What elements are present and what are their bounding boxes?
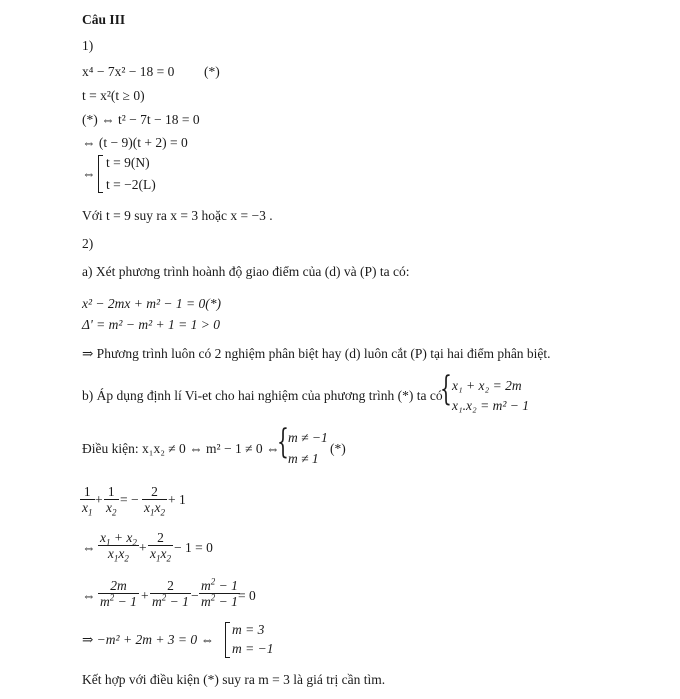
case-arrow: ⇔ bbox=[82, 166, 96, 181]
equation-intersection: x² − 2mx + m² − 1 = 0(*) bbox=[82, 296, 222, 311]
fraction-1-tail: + 1 bbox=[168, 492, 186, 507]
part2-label: 2) bbox=[82, 236, 94, 251]
fraction-3-tail: = 0 bbox=[238, 588, 256, 603]
vieta-sum: x₁ + x₂ = 2m bbox=[452, 378, 522, 393]
equation-quartic: x⁴ − 7x² − 18 = 0 bbox=[82, 64, 175, 79]
part2b-text: b) Áp dụng định lí Vi-et cho hai nghiệm của phương trình (*) ta có bbox=[82, 388, 443, 403]
case-bracket bbox=[98, 155, 103, 193]
result-2: m = −1 bbox=[232, 641, 274, 656]
result-bracket bbox=[225, 622, 230, 658]
part2a-text: a) Xét phương trình hoành độ giao điểm của (d) và (P) ta có: bbox=[82, 264, 410, 279]
vieta-brace: { bbox=[440, 369, 452, 409]
condition-brace: { bbox=[277, 422, 289, 462]
vieta-product: x₁.x₂ = m² − 1 bbox=[452, 398, 530, 413]
final-conclusion: Kết hợp với điều kiện (*) suy ra m = 3 là giá trị cần tìm. bbox=[82, 672, 386, 687]
substitution-line: t = x²(t ≥ 0) bbox=[82, 88, 145, 103]
fraction-2-tail: − 1 = 0 bbox=[174, 540, 213, 555]
equation-tag: (*) bbox=[204, 64, 220, 79]
result-line: ⇒ −m² + 2m + 3 = 0 ⇔ bbox=[82, 632, 215, 647]
result-1: m = 3 bbox=[232, 622, 265, 637]
question-heading: Câu III bbox=[82, 12, 126, 27]
quadratic-line: (*) ⇔ t² − 7t − 18 = 0 bbox=[82, 112, 200, 127]
case-b: t = −2(L) bbox=[106, 177, 156, 192]
condition-1: m ≠ −1 bbox=[288, 430, 328, 445]
factored-line: ⇔ (t − 9)(t + 2) = 0 bbox=[82, 135, 188, 150]
part1-label: 1) bbox=[82, 38, 94, 53]
case-a: t = 9(N) bbox=[106, 155, 150, 170]
equation-discriminant: Δ' = m² − m² + 1 = 1 > 0 bbox=[82, 317, 220, 332]
condition-tag: (*) bbox=[330, 441, 346, 456]
part1-conclusion: Với t = 9 suy ra x = 3 hoặc x = −3 . bbox=[82, 208, 273, 223]
part2a-conclusion: ⇒ Phương trình luôn có 2 nghiệm phân biệt hay (d) luôn cắt (P) tại hai điểm phân biệt. bbox=[82, 346, 551, 361]
condition-text: Điều kiện: x₁x₂ ≠ 0 ⇔ m² − 1 ≠ 0 ⇔ bbox=[82, 441, 280, 456]
condition-2: m ≠ 1 bbox=[288, 451, 319, 466]
